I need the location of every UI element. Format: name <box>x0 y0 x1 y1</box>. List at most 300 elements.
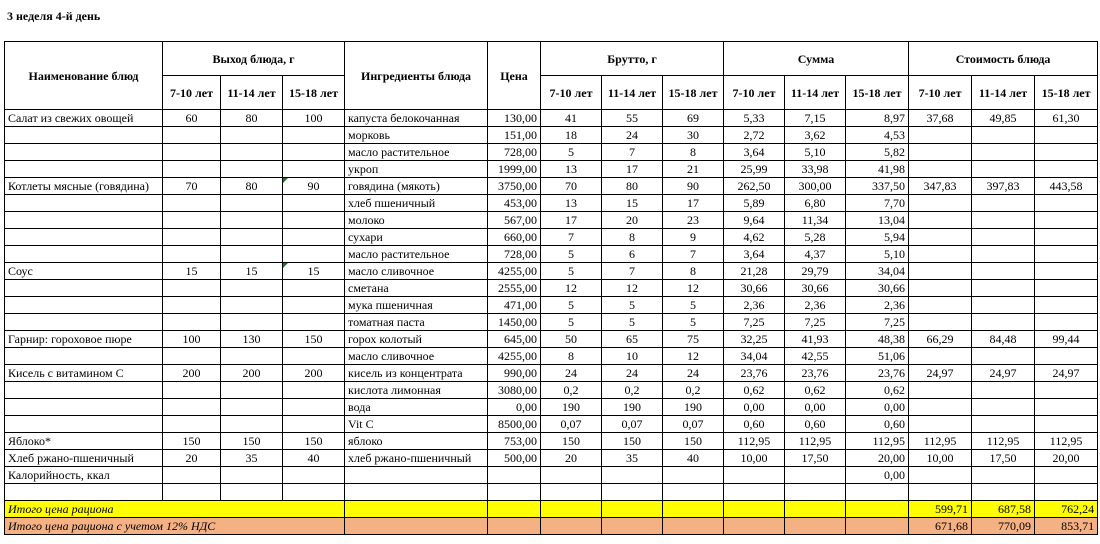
calories-value[interactable]: 0,00 <box>846 467 909 484</box>
cell[interactable] <box>785 501 846 518</box>
cell[interactable] <box>488 467 541 484</box>
sum-15-18-cell[interactable]: 0,00 <box>846 399 909 416</box>
sum-7-10-cell[interactable]: 3,64 <box>724 246 785 263</box>
cost-15-18-cell[interactable] <box>1035 382 1098 399</box>
brutto-11-14-cell[interactable]: 6 <box>602 246 663 263</box>
brutto-7-10-cell[interactable]: 13 <box>541 195 602 212</box>
ingredient-cell[interactable]: горох колотый <box>345 331 488 348</box>
brutto-7-10-cell[interactable]: 5 <box>541 246 602 263</box>
brutto-11-14-cell[interactable]: 5 <box>602 314 663 331</box>
output-7-10-cell[interactable] <box>163 314 221 331</box>
brutto-11-14-cell[interactable]: 55 <box>602 110 663 127</box>
output-11-14-cell[interactable] <box>221 297 283 314</box>
brutto-7-10-cell[interactable]: 5 <box>541 297 602 314</box>
header-age-15-18[interactable]: 15-18 лет <box>1035 76 1098 110</box>
output-11-14-cell[interactable]: 15 <box>221 263 283 280</box>
output-11-14-cell[interactable] <box>221 416 283 433</box>
output-11-14-cell[interactable] <box>221 195 283 212</box>
sum-11-14-cell[interactable]: 4,37 <box>785 246 846 263</box>
brutto-11-14-cell[interactable]: 35 <box>602 450 663 467</box>
dish-name-cell[interactable] <box>5 280 163 297</box>
sum-11-14-cell[interactable]: 3,62 <box>785 127 846 144</box>
brutto-7-10-cell[interactable]: 18 <box>541 127 602 144</box>
dish-name-cell[interactable] <box>5 382 163 399</box>
dish-name-cell[interactable] <box>5 144 163 161</box>
cell[interactable] <box>663 484 724 501</box>
cost-11-14-cell[interactable] <box>972 263 1035 280</box>
sum-7-10-cell[interactable]: 7,25 <box>724 314 785 331</box>
sum-7-10-cell[interactable]: 2,72 <box>724 127 785 144</box>
brutto-7-10-cell[interactable]: 13 <box>541 161 602 178</box>
sum-11-14-cell[interactable]: 11,34 <box>785 212 846 229</box>
cost-11-14-cell[interactable]: 17,50 <box>972 450 1035 467</box>
dish-name-cell[interactable] <box>5 127 163 144</box>
cell[interactable] <box>972 467 1035 484</box>
cost-7-10-cell[interactable] <box>909 229 972 246</box>
output-7-10-cell[interactable] <box>163 348 221 365</box>
sum-15-18-cell[interactable]: 0,60 <box>846 416 909 433</box>
cell[interactable] <box>724 467 785 484</box>
cost-7-10-cell[interactable] <box>909 144 972 161</box>
output-15-18-cell[interactable] <box>283 280 345 297</box>
sum-11-14-cell[interactable]: 23,76 <box>785 365 846 382</box>
output-15-18-cell[interactable] <box>283 348 345 365</box>
cell[interactable] <box>785 484 846 501</box>
brutto-7-10-cell[interactable]: 5 <box>541 263 602 280</box>
cost-15-18-cell[interactable] <box>1035 246 1098 263</box>
output-7-10-cell[interactable] <box>163 127 221 144</box>
brutto-15-18-cell[interactable]: 30 <box>663 127 724 144</box>
cell[interactable] <box>785 467 846 484</box>
header-age-7-10[interactable]: 7-10 лет <box>163 76 221 110</box>
cost-15-18-cell[interactable] <box>1035 161 1098 178</box>
ingredient-cell[interactable]: томатная паста <box>345 314 488 331</box>
price-cell[interactable]: 151,00 <box>488 127 541 144</box>
output-11-14-cell[interactable]: 80 <box>221 110 283 127</box>
cell[interactable] <box>541 467 602 484</box>
cost-7-10-cell[interactable] <box>909 297 972 314</box>
output-15-18-cell[interactable]: 90 <box>283 178 345 195</box>
sum-7-10-cell[interactable]: 21,28 <box>724 263 785 280</box>
sum-7-10-cell[interactable]: 0,62 <box>724 382 785 399</box>
ingredient-cell[interactable]: сухари <box>345 229 488 246</box>
cost-15-18-cell[interactable] <box>1035 399 1098 416</box>
header-age-7-10[interactable]: 7-10 лет <box>541 76 602 110</box>
cost-7-10-cell[interactable] <box>909 280 972 297</box>
cell[interactable] <box>163 467 221 484</box>
brutto-7-10-cell[interactable]: 24 <box>541 365 602 382</box>
header-age-15-18[interactable]: 15-18 лет <box>663 76 724 110</box>
dish-name-cell[interactable] <box>5 246 163 263</box>
output-7-10-cell[interactable] <box>163 195 221 212</box>
cell[interactable] <box>345 467 488 484</box>
cost-11-14-cell[interactable]: 84,48 <box>972 331 1035 348</box>
sum-15-18-cell[interactable]: 4,53 <box>846 127 909 144</box>
output-11-14-cell[interactable] <box>221 127 283 144</box>
brutto-11-14-cell[interactable]: 0,2 <box>602 382 663 399</box>
cost-11-14-cell[interactable] <box>972 348 1035 365</box>
output-15-18-cell[interactable]: 200 <box>283 365 345 382</box>
cost-7-10-cell[interactable] <box>909 246 972 263</box>
brutto-15-18-cell[interactable]: 150 <box>663 433 724 450</box>
output-11-14-cell[interactable] <box>221 314 283 331</box>
price-cell[interactable]: 453,00 <box>488 195 541 212</box>
cell[interactable] <box>663 467 724 484</box>
cell[interactable] <box>221 484 283 501</box>
brutto-7-10-cell[interactable]: 70 <box>541 178 602 195</box>
cost-15-18-cell[interactable] <box>1035 212 1098 229</box>
brutto-15-18-cell[interactable]: 0,2 <box>663 382 724 399</box>
brutto-7-10-cell[interactable]: 190 <box>541 399 602 416</box>
cost-7-10-cell[interactable] <box>909 195 972 212</box>
cost-15-18-cell[interactable]: 99,44 <box>1035 331 1098 348</box>
total-11-14[interactable]: 687,58 <box>972 501 1035 518</box>
cost-7-10-cell[interactable]: 24,97 <box>909 365 972 382</box>
price-cell[interactable]: 645,00 <box>488 331 541 348</box>
brutto-15-18-cell[interactable]: 8 <box>663 263 724 280</box>
cost-15-18-cell[interactable] <box>1035 195 1098 212</box>
ingredient-cell[interactable]: сметана <box>345 280 488 297</box>
sum-15-18-cell[interactable]: 5,82 <box>846 144 909 161</box>
price-cell[interactable]: 753,00 <box>488 433 541 450</box>
cost-7-10-cell[interactable]: 10,00 <box>909 450 972 467</box>
brutto-15-18-cell[interactable]: 17 <box>663 195 724 212</box>
ingredient-cell[interactable]: мука пшеничная <box>345 297 488 314</box>
total-vat-11-14[interactable]: 770,09 <box>972 518 1035 535</box>
cost-7-10-cell[interactable] <box>909 314 972 331</box>
brutto-15-18-cell[interactable]: 75 <box>663 331 724 348</box>
output-15-18-cell[interactable] <box>283 161 345 178</box>
dish-name-cell[interactable] <box>5 212 163 229</box>
cost-7-10-cell[interactable] <box>909 263 972 280</box>
sum-7-10-cell[interactable]: 10,00 <box>724 450 785 467</box>
sum-15-18-cell[interactable]: 20,00 <box>846 450 909 467</box>
header-age-15-18[interactable]: 15-18 лет <box>846 76 909 110</box>
brutto-15-18-cell[interactable]: 69 <box>663 110 724 127</box>
ingredient-cell[interactable]: масло растительное <box>345 144 488 161</box>
header-sum[interactable]: Сумма <box>724 42 909 76</box>
cell[interactable] <box>846 501 909 518</box>
brutto-15-18-cell[interactable]: 5 <box>663 314 724 331</box>
cost-7-10-cell[interactable] <box>909 416 972 433</box>
brutto-11-14-cell[interactable]: 24 <box>602 127 663 144</box>
dish-name-cell[interactable] <box>5 348 163 365</box>
dish-name-cell[interactable]: Гарнир: гороховое пюре <box>5 331 163 348</box>
sum-15-18-cell[interactable]: 5,94 <box>846 229 909 246</box>
sum-15-18-cell[interactable]: 112,95 <box>846 433 909 450</box>
output-15-18-cell[interactable]: 40 <box>283 450 345 467</box>
dish-name-cell[interactable] <box>5 416 163 433</box>
brutto-7-10-cell[interactable]: 150 <box>541 433 602 450</box>
output-11-14-cell[interactable]: 35 <box>221 450 283 467</box>
header-age-11-14[interactable]: 11-14 лет <box>221 76 283 110</box>
dish-name-cell[interactable]: Хлеб ржано-пшеничный <box>5 450 163 467</box>
header-age-15-18[interactable]: 15-18 лет <box>283 76 345 110</box>
cost-11-14-cell[interactable]: 112,95 <box>972 433 1035 450</box>
cost-7-10-cell[interactable] <box>909 382 972 399</box>
dish-name-cell[interactable] <box>5 229 163 246</box>
brutto-15-18-cell[interactable]: 7 <box>663 246 724 263</box>
sum-7-10-cell[interactable]: 2,36 <box>724 297 785 314</box>
cost-7-10-cell[interactable] <box>909 127 972 144</box>
header-age-7-10[interactable]: 7-10 лет <box>724 76 785 110</box>
sum-11-14-cell[interactable]: 112,95 <box>785 433 846 450</box>
output-11-14-cell[interactable] <box>221 144 283 161</box>
cost-15-18-cell[interactable] <box>1035 416 1098 433</box>
sum-7-10-cell[interactable]: 34,04 <box>724 348 785 365</box>
output-11-14-cell[interactable] <box>221 348 283 365</box>
cell[interactable] <box>972 484 1035 501</box>
cell[interactable] <box>488 518 541 535</box>
cost-11-14-cell[interactable] <box>972 416 1035 433</box>
sum-15-18-cell[interactable]: 7,25 <box>846 314 909 331</box>
dish-name-cell[interactable] <box>5 161 163 178</box>
dish-name-cell[interactable]: Котлеты мясные (говядина) <box>5 178 163 195</box>
cost-15-18-cell[interactable]: 443,58 <box>1035 178 1098 195</box>
cost-11-14-cell[interactable] <box>972 212 1035 229</box>
cell[interactable] <box>663 518 724 535</box>
ingredient-cell[interactable]: Vit C <box>345 416 488 433</box>
brutto-7-10-cell[interactable]: 0,2 <box>541 382 602 399</box>
header-output[interactable]: Выход блюда, г <box>163 42 345 76</box>
output-15-18-cell[interactable]: 100 <box>283 110 345 127</box>
cell[interactable] <box>909 484 972 501</box>
header-age-7-10[interactable]: 7-10 лет <box>909 76 972 110</box>
output-15-18-cell[interactable] <box>283 195 345 212</box>
dish-name-cell[interactable] <box>5 195 163 212</box>
cost-15-18-cell[interactable] <box>1035 229 1098 246</box>
sum-11-14-cell[interactable]: 2,36 <box>785 297 846 314</box>
sum-7-10-cell[interactable]: 32,25 <box>724 331 785 348</box>
price-cell[interactable]: 728,00 <box>488 144 541 161</box>
total-vat-15-18[interactable]: 853,71 <box>1035 518 1098 535</box>
total-vat-7-10[interactable]: 671,68 <box>909 518 972 535</box>
dish-name-cell[interactable] <box>5 314 163 331</box>
ingredient-cell[interactable]: морковь <box>345 127 488 144</box>
cost-11-14-cell[interactable]: 49,85 <box>972 110 1035 127</box>
sum-15-18-cell[interactable]: 7,70 <box>846 195 909 212</box>
output-7-10-cell[interactable] <box>163 246 221 263</box>
brutto-15-18-cell[interactable]: 0,07 <box>663 416 724 433</box>
output-15-18-cell[interactable] <box>283 314 345 331</box>
cell[interactable] <box>724 518 785 535</box>
output-7-10-cell[interactable]: 20 <box>163 450 221 467</box>
output-11-14-cell[interactable]: 130 <box>221 331 283 348</box>
dish-name-cell[interactable]: Кисель с витамином С <box>5 365 163 382</box>
cost-15-18-cell[interactable] <box>1035 263 1098 280</box>
sum-7-10-cell[interactable]: 4,62 <box>724 229 785 246</box>
cell[interactable] <box>602 501 663 518</box>
cost-7-10-cell[interactable] <box>909 161 972 178</box>
price-cell[interactable]: 660,00 <box>488 229 541 246</box>
cell[interactable] <box>909 467 972 484</box>
brutto-11-14-cell[interactable]: 24 <box>602 365 663 382</box>
output-11-14-cell[interactable] <box>221 212 283 229</box>
brutto-7-10-cell[interactable]: 17 <box>541 212 602 229</box>
price-cell[interactable]: 471,00 <box>488 297 541 314</box>
price-cell[interactable]: 990,00 <box>488 365 541 382</box>
brutto-11-14-cell[interactable]: 12 <box>602 280 663 297</box>
sum-7-10-cell[interactable]: 23,76 <box>724 365 785 382</box>
output-15-18-cell[interactable]: 150 <box>283 433 345 450</box>
cell[interactable] <box>541 484 602 501</box>
sum-15-18-cell[interactable]: 30,66 <box>846 280 909 297</box>
output-11-14-cell[interactable] <box>221 229 283 246</box>
ingredient-cell[interactable]: вода <box>345 399 488 416</box>
cell[interactable] <box>283 467 345 484</box>
cell[interactable] <box>602 518 663 535</box>
output-15-18-cell[interactable] <box>283 246 345 263</box>
header-cost[interactable]: Стоимость блюда <box>909 42 1098 76</box>
output-11-14-cell[interactable] <box>221 161 283 178</box>
header-age-11-14[interactable]: 11-14 лет <box>785 76 846 110</box>
sum-11-14-cell[interactable]: 42,55 <box>785 348 846 365</box>
header-age-11-14[interactable]: 11-14 лет <box>602 76 663 110</box>
cell[interactable] <box>663 501 724 518</box>
brutto-15-18-cell[interactable]: 40 <box>663 450 724 467</box>
output-7-10-cell[interactable]: 70 <box>163 178 221 195</box>
ingredient-cell[interactable]: молоко <box>345 212 488 229</box>
sum-11-14-cell[interactable]: 41,93 <box>785 331 846 348</box>
header-brutto[interactable]: Брутто, г <box>541 42 724 76</box>
output-15-18-cell[interactable] <box>283 297 345 314</box>
output-15-18-cell[interactable]: 150 <box>283 331 345 348</box>
cell[interactable] <box>163 484 221 501</box>
output-7-10-cell[interactable]: 15 <box>163 263 221 280</box>
cost-11-14-cell[interactable] <box>972 127 1035 144</box>
output-15-18-cell[interactable] <box>283 416 345 433</box>
output-11-14-cell[interactable]: 200 <box>221 365 283 382</box>
dish-name-cell[interactable]: Яблоко* <box>5 433 163 450</box>
cost-15-18-cell[interactable] <box>1035 280 1098 297</box>
dish-name-cell[interactable] <box>5 297 163 314</box>
cell[interactable] <box>724 501 785 518</box>
output-7-10-cell[interactable]: 60 <box>163 110 221 127</box>
output-11-14-cell[interactable]: 80 <box>221 178 283 195</box>
brutto-11-14-cell[interactable]: 7 <box>602 263 663 280</box>
cost-11-14-cell[interactable] <box>972 161 1035 178</box>
sum-11-14-cell[interactable]: 30,66 <box>785 280 846 297</box>
cost-15-18-cell[interactable] <box>1035 127 1098 144</box>
sum-15-18-cell[interactable]: 2,36 <box>846 297 909 314</box>
brutto-7-10-cell[interactable]: 8 <box>541 348 602 365</box>
cell[interactable] <box>345 501 488 518</box>
brutto-15-18-cell[interactable]: 9 <box>663 229 724 246</box>
sum-15-18-cell[interactable]: 0,62 <box>846 382 909 399</box>
output-7-10-cell[interactable] <box>163 144 221 161</box>
brutto-11-14-cell[interactable]: 10 <box>602 348 663 365</box>
calories-label[interactable]: Калорийность, ккал <box>5 467 163 484</box>
output-15-18-cell[interactable] <box>283 382 345 399</box>
sum-7-10-cell[interactable]: 5,33 <box>724 110 785 127</box>
output-15-18-cell[interactable] <box>283 229 345 246</box>
brutto-11-14-cell[interactable]: 15 <box>602 195 663 212</box>
cost-11-14-cell[interactable] <box>972 297 1035 314</box>
header-ingredients[interactable]: Ингредиенты блюда <box>345 42 488 110</box>
brutto-11-14-cell[interactable]: 17 <box>602 161 663 178</box>
cell[interactable] <box>541 518 602 535</box>
brutto-7-10-cell[interactable]: 20 <box>541 450 602 467</box>
brutto-7-10-cell[interactable]: 0,07 <box>541 416 602 433</box>
price-cell[interactable]: 8500,00 <box>488 416 541 433</box>
ingredient-cell[interactable]: капуста белокочанная <box>345 110 488 127</box>
sum-7-10-cell[interactable]: 25,99 <box>724 161 785 178</box>
cell[interactable] <box>1035 467 1098 484</box>
cell[interactable] <box>345 484 488 501</box>
brutto-15-18-cell[interactable]: 24 <box>663 365 724 382</box>
ingredient-cell[interactable]: укроп <box>345 161 488 178</box>
cost-11-14-cell[interactable]: 397,83 <box>972 178 1035 195</box>
brutto-15-18-cell[interactable]: 90 <box>663 178 724 195</box>
sum-15-18-cell[interactable]: 51,06 <box>846 348 909 365</box>
brutto-11-14-cell[interactable]: 150 <box>602 433 663 450</box>
sum-15-18-cell[interactable]: 13,04 <box>846 212 909 229</box>
brutto-15-18-cell[interactable]: 21 <box>663 161 724 178</box>
header-dish-name[interactable]: Наименование блюд <box>5 42 163 110</box>
sum-11-14-cell[interactable]: 300,00 <box>785 178 846 195</box>
cost-11-14-cell[interactable] <box>972 280 1035 297</box>
sum-11-14-cell[interactable]: 5,10 <box>785 144 846 161</box>
cell[interactable] <box>541 501 602 518</box>
dish-name-cell[interactable] <box>5 399 163 416</box>
price-cell[interactable]: 0,00 <box>488 399 541 416</box>
cell[interactable] <box>602 484 663 501</box>
cost-11-14-cell[interactable] <box>972 399 1035 416</box>
ingredient-cell[interactable]: хлеб ржано-пшеничный <box>345 450 488 467</box>
ingredient-cell[interactable]: масло растительное <box>345 246 488 263</box>
cost-7-10-cell[interactable]: 347,83 <box>909 178 972 195</box>
sum-15-18-cell[interactable]: 337,50 <box>846 178 909 195</box>
sum-11-14-cell[interactable]: 7,25 <box>785 314 846 331</box>
sum-11-14-cell[interactable]: 0,00 <box>785 399 846 416</box>
sum-11-14-cell[interactable]: 7,15 <box>785 110 846 127</box>
cost-11-14-cell[interactable] <box>972 229 1035 246</box>
brutto-11-14-cell[interactable]: 80 <box>602 178 663 195</box>
sum-7-10-cell[interactable]: 9,64 <box>724 212 785 229</box>
sum-15-18-cell[interactable]: 41,98 <box>846 161 909 178</box>
brutto-7-10-cell[interactable]: 5 <box>541 144 602 161</box>
cell[interactable] <box>345 518 488 535</box>
cost-7-10-cell[interactable] <box>909 348 972 365</box>
header-age-11-14[interactable]: 11-14 лет <box>972 76 1035 110</box>
brutto-11-14-cell[interactable]: 5 <box>602 297 663 314</box>
sum-15-18-cell[interactable]: 8,97 <box>846 110 909 127</box>
price-cell[interactable]: 1450,00 <box>488 314 541 331</box>
brutto-7-10-cell[interactable]: 50 <box>541 331 602 348</box>
cell[interactable] <box>785 518 846 535</box>
cost-7-10-cell[interactable]: 66,29 <box>909 331 972 348</box>
output-7-10-cell[interactable] <box>163 297 221 314</box>
ingredient-cell[interactable]: масло сливочное <box>345 263 488 280</box>
output-7-10-cell[interactable] <box>163 382 221 399</box>
brutto-15-18-cell[interactable]: 190 <box>663 399 724 416</box>
cost-11-14-cell[interactable]: 24,97 <box>972 365 1035 382</box>
total-vat-label[interactable]: Итого цена рациона с учетом 12% НДС <box>5 518 345 535</box>
cost-15-18-cell[interactable]: 20,00 <box>1035 450 1098 467</box>
brutto-11-14-cell[interactable]: 7 <box>602 144 663 161</box>
brutto-15-18-cell[interactable]: 8 <box>663 144 724 161</box>
cell[interactable] <box>1035 484 1098 501</box>
price-cell[interactable]: 3750,00 <box>488 178 541 195</box>
ingredient-cell[interactable]: говядина (мякоть) <box>345 178 488 195</box>
brutto-11-14-cell[interactable]: 190 <box>602 399 663 416</box>
output-15-18-cell[interactable] <box>283 144 345 161</box>
sum-7-10-cell[interactable]: 3,64 <box>724 144 785 161</box>
output-11-14-cell[interactable] <box>221 382 283 399</box>
brutto-11-14-cell[interactable]: 0,07 <box>602 416 663 433</box>
sum-7-10-cell[interactable]: 5,89 <box>724 195 785 212</box>
sum-11-14-cell[interactable]: 5,28 <box>785 229 846 246</box>
